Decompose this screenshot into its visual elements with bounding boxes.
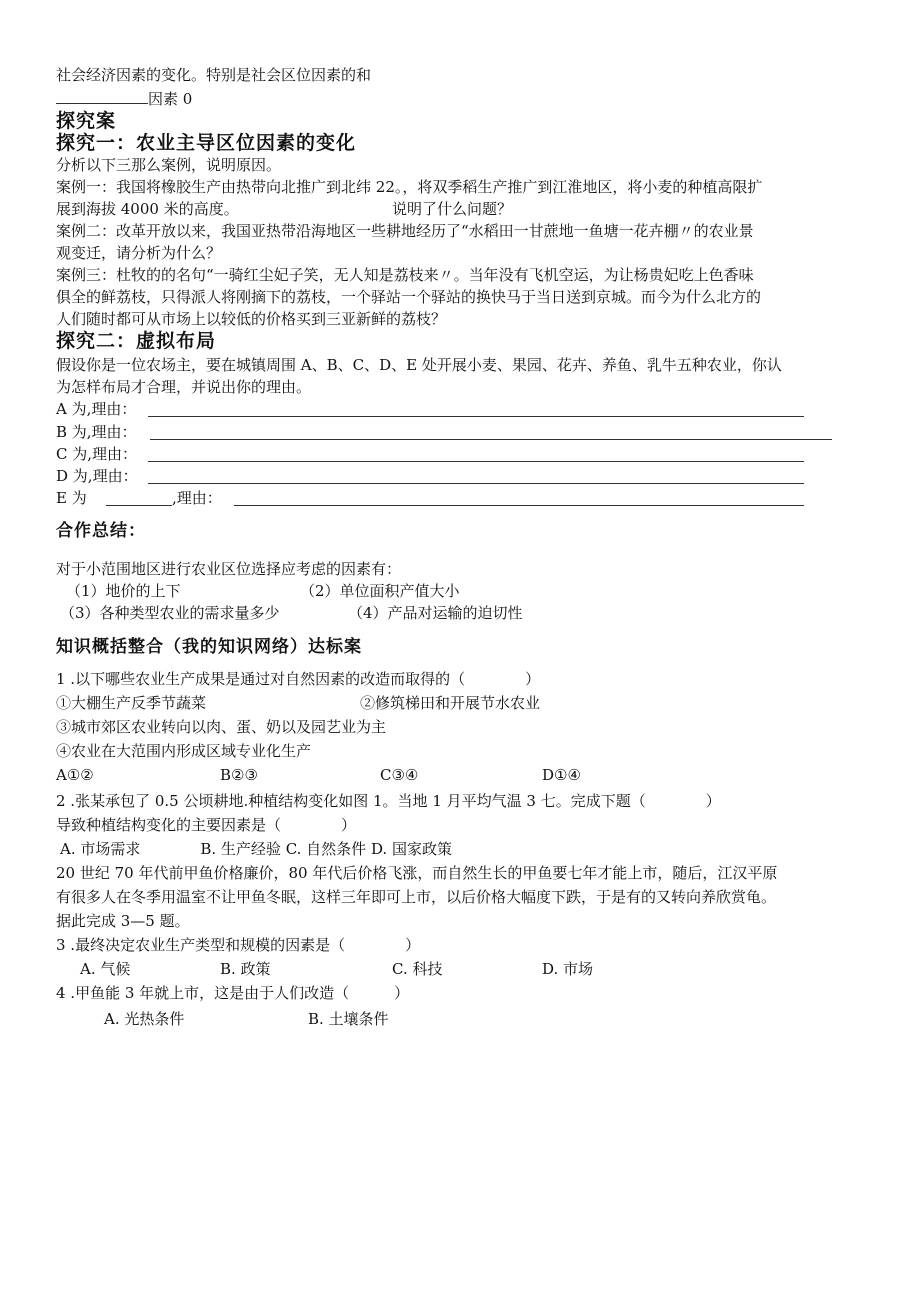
q3-choice-d[interactable]: D. 市场 [542, 960, 594, 978]
section2-prompt-2: 为怎样布局才合理，并说出你的理由。 [56, 378, 312, 396]
row-e-answer-line[interactable] [234, 505, 804, 506]
section1-prompt: 分析以下三那么案例，说明原因。 [56, 156, 282, 174]
row-b-answer-line[interactable] [150, 439, 832, 440]
summary-item-4: （4）产品对运输的迫切性 [348, 604, 523, 622]
q3-choice-c[interactable]: C. 科技 [392, 960, 443, 978]
row-a-answer-line[interactable] [148, 416, 804, 417]
q2-stem: 2 .张某承包了 0.5 公顷耕地.种植结构变化如图 1。当地 1 月平均气温 3 七。完成下题（ ） [56, 792, 721, 810]
intro-line-2 [56, 88, 192, 110]
intro-blank [56, 88, 148, 104]
row-e-label-pre: E 为 [56, 489, 87, 507]
q1-option-1: ①大棚生产反季节蔬菜 [56, 694, 207, 712]
tanjiu-title: 探究案 [56, 110, 117, 132]
passage-line-1: 20 世纪 70 年代前甲鱼价格廉价，80 年代后价格飞涨，而自然生长的甲鱼要七年才能上市，随后，江汉平原 [56, 864, 778, 882]
case3-line-3: 人们随时都可从市场上以较低的价格买到三亚新鲜的荔枝？ [56, 310, 447, 328]
case1-line-1: 案例一：我国将橡胶生产由热带向北推广到北纬 22。，将双季稻生产推广到江淮地区，将小麦的种植高限扩 [56, 178, 763, 196]
q4-choice-b[interactable]: B. 土壤条件 [308, 1010, 389, 1028]
row-e-crop-blank[interactable] [106, 505, 172, 506]
row-c-answer-line[interactable] [148, 461, 804, 462]
case2-line-2: 观变迁，请分析为什么？ [56, 244, 222, 262]
q3-stem: 3 .最终决定农业生产类型和规模的因素是（ ） [56, 936, 421, 954]
summary-title: 合作总结： [56, 521, 146, 541]
q1-option-2: ②修筑梯田和开展节水农业 [360, 694, 541, 712]
case3-line-1: 案例三：杜牧的的名句“一骑红尘妃子笑，无人知是荔枝来〃。当年没有飞机空运，为让杨贵妃吃上色香味 [56, 266, 754, 284]
layout-row-c [56, 443, 137, 465]
q3-choice-a[interactable]: A. 气候 [80, 960, 131, 978]
layout-row-b [56, 421, 137, 443]
q4-stem: 4 .甲鱼能 3 年就上市，这是由于人们改造（ ） [56, 984, 410, 1002]
row-e-label-post: ,理由： [172, 489, 222, 507]
case1-line-2a: 展到海拔 4000 米的高度。 [56, 200, 239, 218]
summary-item-2: （2）单位面积产值大小 [300, 582, 460, 600]
passage-line-3: 据此完成 3—5 题。 [56, 912, 190, 930]
row-b-label: B 为,理由： [56, 423, 137, 441]
summary-prompt: 对于小范围地区进行农业区位选择应考虑的因素有： [56, 560, 402, 578]
layout-row-a [56, 398, 136, 420]
case3-line-2: 俱全的鲜荔枝，只得派人将刚摘下的荔枝，一个驿站一个驿站的换快马于当日送到京城。而今为什么北方的 [56, 288, 762, 306]
section2-title: 探究二：虚拟布局 [56, 330, 217, 352]
q1-choice-b[interactable]: B②③ [220, 766, 258, 784]
intro-line-2-suffix: 因素 0 [148, 90, 193, 108]
q3-choice-b[interactable]: B. 政策 [220, 960, 271, 978]
q2-sub-stem: 导致种植结构变化的主要因素是（ ） [56, 816, 357, 834]
case2-line-1: 案例二：改革开放以来，我国亚热带沿海地区一些耕地经历了“水稻田一甘蔗地一鱼塘一花卉棚〃的农业景 [56, 222, 754, 240]
case1-line-2 [56, 198, 239, 220]
passage-line-2: 有很多人在冬季用温室不让甲鱼冬眠，这样三年即可上市，以后价格大幅度下跌，于是有的又转向养欣赏龟。 [56, 888, 777, 906]
q1-choice-a[interactable]: A①② [56, 766, 94, 784]
q1-choice-d[interactable]: D①④ [542, 766, 581, 784]
q1-option-4: ④农业在大范围内形成区域专业化生产 [56, 742, 312, 760]
case1-line-2b: 说明了什么问题？ [392, 200, 513, 218]
section2-prompt-1: 假设你是一位农场主，要在城镇周围 A、B、C、D、E 处开展小麦、果园、花卉、养鱼、乳牛五种农业，你认 [56, 356, 782, 374]
row-c-label: C 为,理由： [56, 445, 138, 463]
q1-option-3: ③城市郊区农业转向以肉、蛋、奶以及园艺业为主 [56, 718, 387, 736]
summary-item-1: （1）地价的上下 [66, 582, 181, 600]
row-d-answer-line[interactable] [148, 483, 804, 484]
intro-line-1: 社会经济因素的变化。特别是社会区位因素的和 [56, 66, 372, 84]
q4-choice-a[interactable]: A. 光热条件 [104, 1010, 185, 1028]
section1-title: 探究一：农业主导区位因素的变化 [56, 132, 357, 154]
layout-row-d [56, 465, 138, 487]
knowledge-title: 知识概括整合（我的知识网络）达标案 [56, 637, 362, 657]
q2-options[interactable]: A. 市场需求 B. 生产经验 C. 自然条件 D. 国家政策 [60, 840, 452, 858]
row-a-label: A 为,理由： [56, 400, 137, 418]
q1-stem: 1 .以下哪些农业生产成果是通过对自然因素的改造而取得的（ ） [56, 670, 541, 688]
summary-item-3: （3）各种类型农业的需求量多少 [60, 604, 280, 622]
q1-choice-c[interactable]: C③④ [380, 766, 419, 784]
layout-row-e [56, 487, 87, 509]
row-d-label: D 为,理由： [56, 467, 138, 485]
